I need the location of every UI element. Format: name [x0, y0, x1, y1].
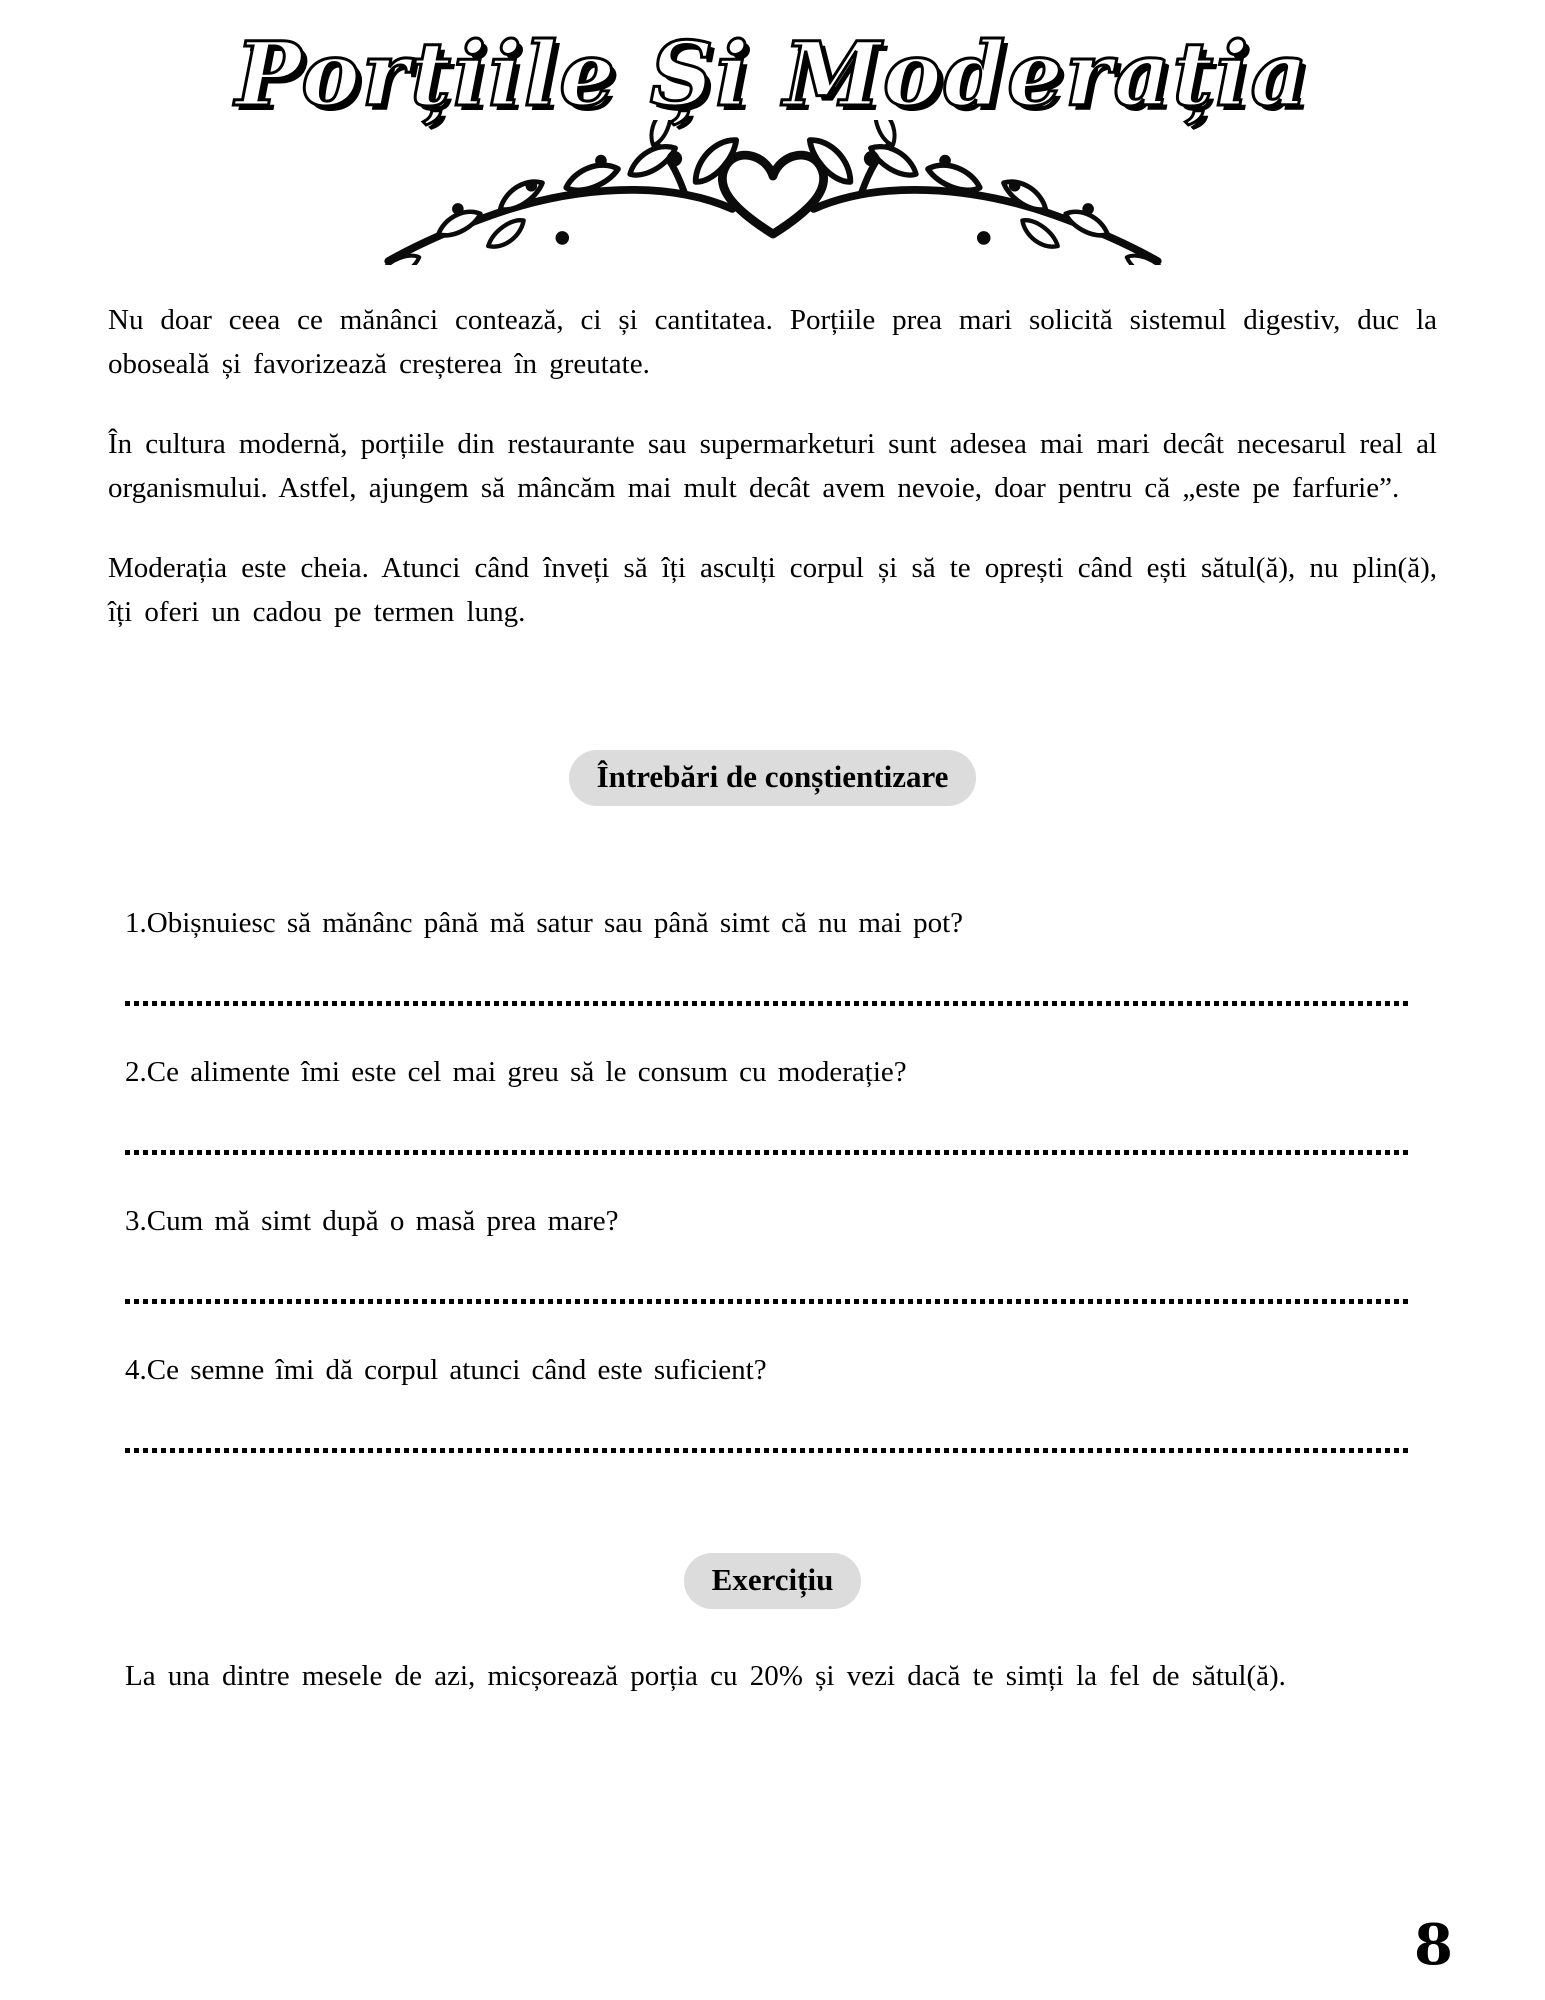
question-text: 1.Obișnuiesc să mănânc până mă satur sau până simt că nu mai pot? [125, 907, 964, 939]
answer-line [125, 1448, 1410, 1453]
intro-paragraph-2: În cultura modernă, porțiile din restaurante sau supermarketuri sunt adesea mai mari decât necesarul real al organismului. Astfel, ajungem să mâncăm mai mult decât avem nevoie, doar pentru că „este pe farfurie”. [108, 428, 1437, 504]
questions-list [0, 901, 1545, 1453]
question-block [125, 1348, 1410, 1453]
exercise-section-header [0, 1553, 1545, 1609]
question-block [125, 1199, 1410, 1304]
exercise-heading-badge: Exercițiu [684, 1553, 862, 1609]
question-text: 3.Cum mă simt după o masă prea mare? [125, 1205, 619, 1237]
exercise-text: La una dintre mesele de azi, micșorează porția cu 20% și vezi dacă te simți la fel de sătul(ă). [125, 1660, 1286, 1692]
intro-section [0, 299, 1545, 634]
question-text: 4.Ce semne îmi dă corpul atunci când este suficient? [125, 1354, 767, 1386]
questions-heading-badge: Întrebări de conștientizare [569, 750, 977, 806]
question-block [125, 901, 1410, 1006]
answer-line [125, 1150, 1410, 1155]
question-text: 2.Ce alimente îmi este cel mai greu să le consum cu moderație? [125, 1056, 907, 1088]
heart-laurel-divider-icon [363, 120, 1183, 265]
intro-paragraph-3: Moderația este cheia. Atunci când înveți să îți asculți corpul și să te oprești când ești sătul(ă), nu plin(ă), îți oferi un cadou pe termen lung. [108, 552, 1437, 628]
page-title: Porțiile Și Moderația [235, 22, 1310, 126]
answer-line [125, 1001, 1410, 1006]
page-number: 8 [1414, 1912, 1453, 1978]
question-block [125, 1050, 1410, 1155]
answer-line [125, 1299, 1410, 1304]
intro-paragraph-1: Nu doar ceea ce mănânci contează, ci și cantitatea. Porțiile prea mari solicită sistemul digestiv, duc la oboseală și favorizează creșterea în greutate. [108, 304, 1437, 380]
questions-section-header [0, 750, 1545, 806]
heart-icon [722, 155, 823, 234]
